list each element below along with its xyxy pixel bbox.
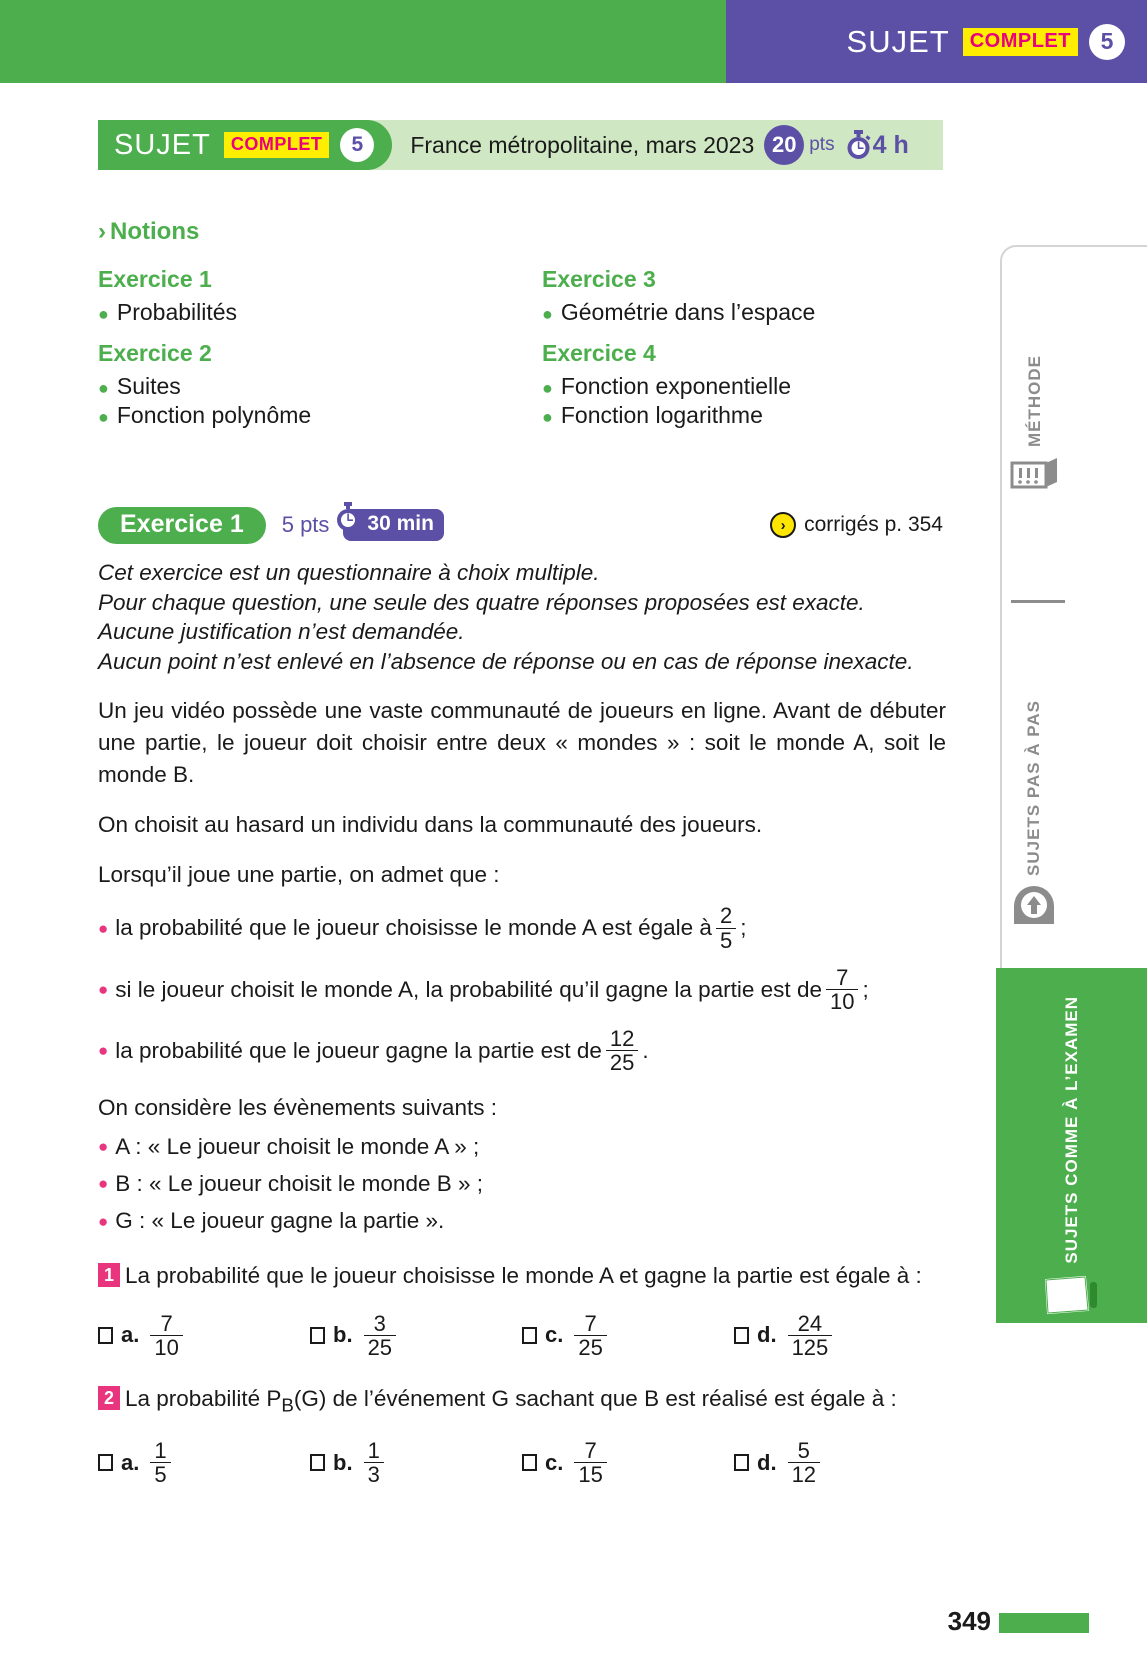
notions-ex2-title: Exercice 2 bbox=[98, 340, 212, 366]
answer-letter: b. bbox=[333, 1322, 353, 1348]
fraction-denominator: 10 bbox=[150, 1335, 182, 1359]
hypothesis-text: la probabilité que le joueur gagne la partie est de bbox=[115, 1037, 602, 1063]
header-sujet-label: SUJET bbox=[846, 23, 950, 59]
instruction-line: Pour chaque question, une seule des quatre réponses proposées est exacte. bbox=[98, 589, 865, 615]
fraction-numerator: 12 bbox=[609, 1025, 635, 1051]
instruction-line: Cet exercice est un questionnaire à choix multiple. bbox=[98, 560, 600, 585]
duration-text: 4 h bbox=[872, 130, 909, 159]
answer-letter: a. bbox=[121, 1449, 140, 1475]
fraction bbox=[574, 1439, 606, 1486]
checkbox-icon[interactable] bbox=[734, 1454, 749, 1471]
fraction-denominator: 25 bbox=[364, 1335, 396, 1359]
header-number-badge: 5 bbox=[1089, 24, 1125, 60]
exercice-duration-badge bbox=[343, 509, 444, 540]
bullet-icon: ● bbox=[98, 1040, 109, 1060]
bullet-icon: ● bbox=[98, 1137, 109, 1157]
fraction-numerator: 3 bbox=[373, 1310, 386, 1336]
event-label: A : « Le joueur choisit le monde A » ; bbox=[115, 1133, 480, 1159]
notions-item-label: Fonction logarithme bbox=[560, 402, 763, 428]
bullet-icon: ● bbox=[542, 407, 553, 427]
subject-title-bar bbox=[98, 120, 943, 170]
question-1-text bbox=[98, 1260, 946, 1292]
question-2-answers bbox=[98, 1439, 946, 1486]
exercice-title-pill: Exercice 1 bbox=[98, 507, 266, 544]
fraction-denominator: 3 bbox=[364, 1462, 384, 1486]
subject-title-pill bbox=[98, 120, 392, 170]
bullet-icon: ● bbox=[98, 918, 109, 938]
answer-option-a[interactable] bbox=[98, 1439, 310, 1486]
fraction-denominator: 15 bbox=[574, 1462, 606, 1486]
bullet-icon: ● bbox=[542, 304, 553, 324]
exam-session-label: France métropolitaine, mars 2023 bbox=[410, 131, 755, 158]
fraction bbox=[606, 1027, 638, 1074]
fraction-denominator: 25 bbox=[574, 1335, 606, 1359]
sidebar-divider bbox=[1011, 600, 1065, 603]
answer-option-a[interactable] bbox=[98, 1312, 310, 1359]
hypothesis-item bbox=[98, 904, 946, 951]
notions-grid bbox=[98, 266, 958, 431]
answer-letter: c. bbox=[545, 1322, 564, 1348]
notions-ex3-title: Exercice 3 bbox=[542, 266, 656, 292]
checkbox-icon[interactable] bbox=[522, 1327, 537, 1344]
sidebar-tab-methode[interactable] bbox=[1010, 355, 1060, 491]
notions-ex1-title: Exercice 1 bbox=[98, 266, 212, 292]
header-complet-badge: COMPLET bbox=[963, 28, 1078, 56]
notions-item bbox=[98, 373, 542, 400]
answer-option-b[interactable] bbox=[310, 1439, 522, 1486]
fraction-numerator: 2 bbox=[719, 903, 733, 929]
fraction bbox=[788, 1439, 820, 1486]
fraction bbox=[364, 1439, 384, 1486]
question-2-text bbox=[98, 1383, 946, 1419]
fraction bbox=[150, 1439, 170, 1486]
event-item bbox=[98, 1132, 946, 1161]
events-intro: On considère les évènements suivants : bbox=[98, 1095, 497, 1120]
points-unit-label: pts bbox=[809, 134, 835, 155]
answer-option-b[interactable] bbox=[310, 1312, 522, 1359]
fraction-numerator: 7 bbox=[160, 1310, 173, 1336]
sidebar-tab-examen[interactable] bbox=[996, 968, 1147, 1323]
checkbox-icon[interactable] bbox=[734, 1327, 749, 1344]
notions-item-label: Suites bbox=[116, 373, 181, 399]
checkbox-icon[interactable] bbox=[310, 1327, 325, 1344]
page-number: 349 bbox=[947, 1606, 991, 1636]
notions-ex4-title: Exercice 4 bbox=[542, 340, 656, 366]
instruction-line: Aucune justification n’est demandée. bbox=[98, 619, 465, 645]
notions-item-label: Fonction polynôme bbox=[116, 402, 312, 428]
notions-column-right bbox=[542, 266, 958, 431]
fraction-denominator: 125 bbox=[788, 1335, 833, 1359]
fraction bbox=[574, 1312, 606, 1359]
notions-item-label: Géométrie dans l’espace bbox=[560, 299, 816, 325]
title-sujet-label: SUJET bbox=[114, 128, 211, 161]
bullet-icon: ● bbox=[542, 378, 553, 398]
question-2-statement-part1: La probabilité P bbox=[125, 1385, 282, 1411]
question-2 bbox=[98, 1383, 946, 1486]
context-paragraph-1: Un jeu vidéo possède une vaste communauté de joueurs en ligne. Avant de débuter une partie, le joueur doit choisir entre deux « mondes » : soit le monde A, soit le monde B. bbox=[98, 697, 946, 787]
exercise-instructions bbox=[98, 558, 946, 677]
fraction bbox=[150, 1312, 182, 1359]
fraction-numerator: 5 bbox=[797, 1437, 810, 1463]
page-footer bbox=[0, 1599, 1147, 1659]
answer-option-c[interactable] bbox=[522, 1312, 734, 1359]
bullet-icon: ● bbox=[98, 979, 109, 999]
answer-letter: d. bbox=[757, 1449, 777, 1475]
arrow-up-circle-icon bbox=[1010, 884, 1058, 926]
hypothesis-text: si le joueur choisit le monde A, la probabilité qu’il gagne la partie est de bbox=[115, 976, 822, 1002]
context-paragraph-2: On choisit au hasard un individu dans la communauté des joueurs. bbox=[98, 811, 763, 837]
answer-option-d[interactable] bbox=[734, 1439, 946, 1486]
event-item bbox=[98, 1206, 946, 1235]
fraction bbox=[788, 1312, 833, 1359]
hypothesis-suffix: . bbox=[642, 1037, 649, 1063]
notions-item-label: Fonction exponentielle bbox=[560, 373, 792, 399]
hypothesis-suffix: ; bbox=[862, 976, 869, 1002]
question-number-badge: 2 bbox=[98, 1386, 120, 1410]
question-2-subscript: B bbox=[281, 1394, 294, 1416]
corriges-link[interactable] bbox=[770, 512, 943, 538]
event-label: G : « Le joueur gagne la partie ». bbox=[115, 1208, 445, 1234]
title-number-badge: 5 bbox=[340, 128, 374, 162]
notions-heading-label: Notions bbox=[110, 218, 200, 245]
top-band-purple bbox=[726, 0, 1147, 83]
top-header-band bbox=[0, 0, 1147, 83]
fraction-denominator: 5 bbox=[716, 928, 736, 952]
answer-option-d[interactable] bbox=[734, 1312, 946, 1359]
fraction-denominator: 25 bbox=[606, 1050, 638, 1074]
checkbox-icon[interactable] bbox=[98, 1454, 113, 1471]
event-label: B : « Le joueur choisit le monde B » ; bbox=[115, 1171, 483, 1197]
hypothesis-item bbox=[98, 1027, 946, 1074]
fraction-denominator: 5 bbox=[150, 1462, 170, 1486]
bullet-icon: ● bbox=[98, 1174, 109, 1194]
book-icon bbox=[1010, 455, 1060, 491]
exam-paper-icon bbox=[1043, 1274, 1101, 1316]
stopwatch-icon bbox=[335, 502, 361, 532]
hypothesis-suffix: ; bbox=[740, 915, 747, 941]
answer-letter: a. bbox=[121, 1322, 140, 1348]
hypothesis-text: la probabilité que le joueur choisisse le monde A est égale à bbox=[115, 915, 712, 941]
fraction-numerator: 1 bbox=[154, 1437, 167, 1463]
answer-letter: c. bbox=[545, 1449, 564, 1475]
fraction bbox=[826, 966, 858, 1013]
notions-item bbox=[542, 299, 958, 326]
event-item bbox=[98, 1169, 946, 1198]
question-1-answers bbox=[98, 1312, 946, 1359]
fraction-numerator: 24 bbox=[797, 1310, 823, 1336]
title-complet-badge: COMPLET bbox=[224, 132, 330, 158]
notions-item-label: Probabilités bbox=[116, 299, 238, 325]
exercice-header-bar bbox=[98, 505, 943, 545]
question-2-statement-part2: (G) de l’événement G sachant que B est réalisé est égale à : bbox=[293, 1385, 897, 1411]
question-1-statement: La probabilité que le joueur choisisse le monde A et gagne la partie est égale à : bbox=[125, 1262, 922, 1288]
checkbox-icon[interactable] bbox=[522, 1454, 537, 1471]
fraction bbox=[364, 1312, 396, 1359]
fraction-numerator: 7 bbox=[836, 964, 849, 990]
question-1 bbox=[98, 1260, 946, 1359]
checkbox-icon[interactable] bbox=[98, 1327, 113, 1344]
notions-item bbox=[98, 299, 542, 326]
total-points-badge: 20 bbox=[764, 125, 804, 165]
notions-item bbox=[542, 373, 958, 400]
corriges-label: corrigés p. 354 bbox=[804, 513, 943, 536]
notions-item bbox=[98, 402, 542, 429]
exercise-content bbox=[98, 558, 946, 1486]
sidebar-tab-methode-label: MÉTHODE bbox=[1025, 355, 1044, 447]
exercice-duration-text: 30 min bbox=[367, 512, 434, 536]
instruction-line: Aucun point n’est enlevé en l’absence de réponse ou en cas de réponse inexacte. bbox=[98, 649, 914, 675]
fraction-denominator: 12 bbox=[788, 1462, 820, 1486]
fraction-numerator: 7 bbox=[584, 1310, 597, 1336]
hypothesis-item bbox=[98, 966, 946, 1013]
fraction-denominator: 10 bbox=[826, 989, 858, 1013]
notions-item bbox=[542, 402, 958, 429]
bullet-icon: ● bbox=[98, 378, 109, 398]
question-number-badge: 1 bbox=[98, 1263, 120, 1287]
bullet-icon: ● bbox=[98, 1211, 109, 1231]
checkbox-icon[interactable] bbox=[310, 1454, 325, 1471]
sidebar-tab-pas-a-pas[interactable] bbox=[1010, 700, 1058, 926]
bullet-icon: ● bbox=[98, 407, 109, 427]
fraction-numerator: 1 bbox=[367, 1437, 380, 1463]
sidebar-tab-examen-label: SUJETS COMME À L’EXAMEN bbox=[1061, 996, 1081, 1264]
bullet-icon: ● bbox=[98, 304, 109, 324]
chevron-right-circle-icon: › bbox=[770, 512, 796, 538]
context-paragraph-3: Lorsqu’il joue une partie, on admet que : bbox=[98, 861, 500, 887]
footer-green-bar bbox=[999, 1613, 1089, 1633]
stopwatch-icon bbox=[845, 130, 872, 160]
notions-heading bbox=[98, 218, 199, 246]
chevron-right-icon: › bbox=[98, 218, 106, 245]
fraction-numerator: 7 bbox=[584, 1437, 597, 1463]
fraction bbox=[716, 904, 736, 951]
answer-letter: d. bbox=[757, 1322, 777, 1348]
top-band-green bbox=[0, 0, 726, 83]
notions-column-left bbox=[98, 266, 542, 431]
exam-duration bbox=[845, 130, 909, 160]
answer-letter: b. bbox=[333, 1449, 353, 1475]
answer-option-c[interactable] bbox=[522, 1439, 734, 1486]
sidebar-tab-pas-a-pas-label: SUJETS PAS À PAS bbox=[1024, 700, 1043, 876]
exercice-points: 5 pts bbox=[281, 512, 330, 537]
